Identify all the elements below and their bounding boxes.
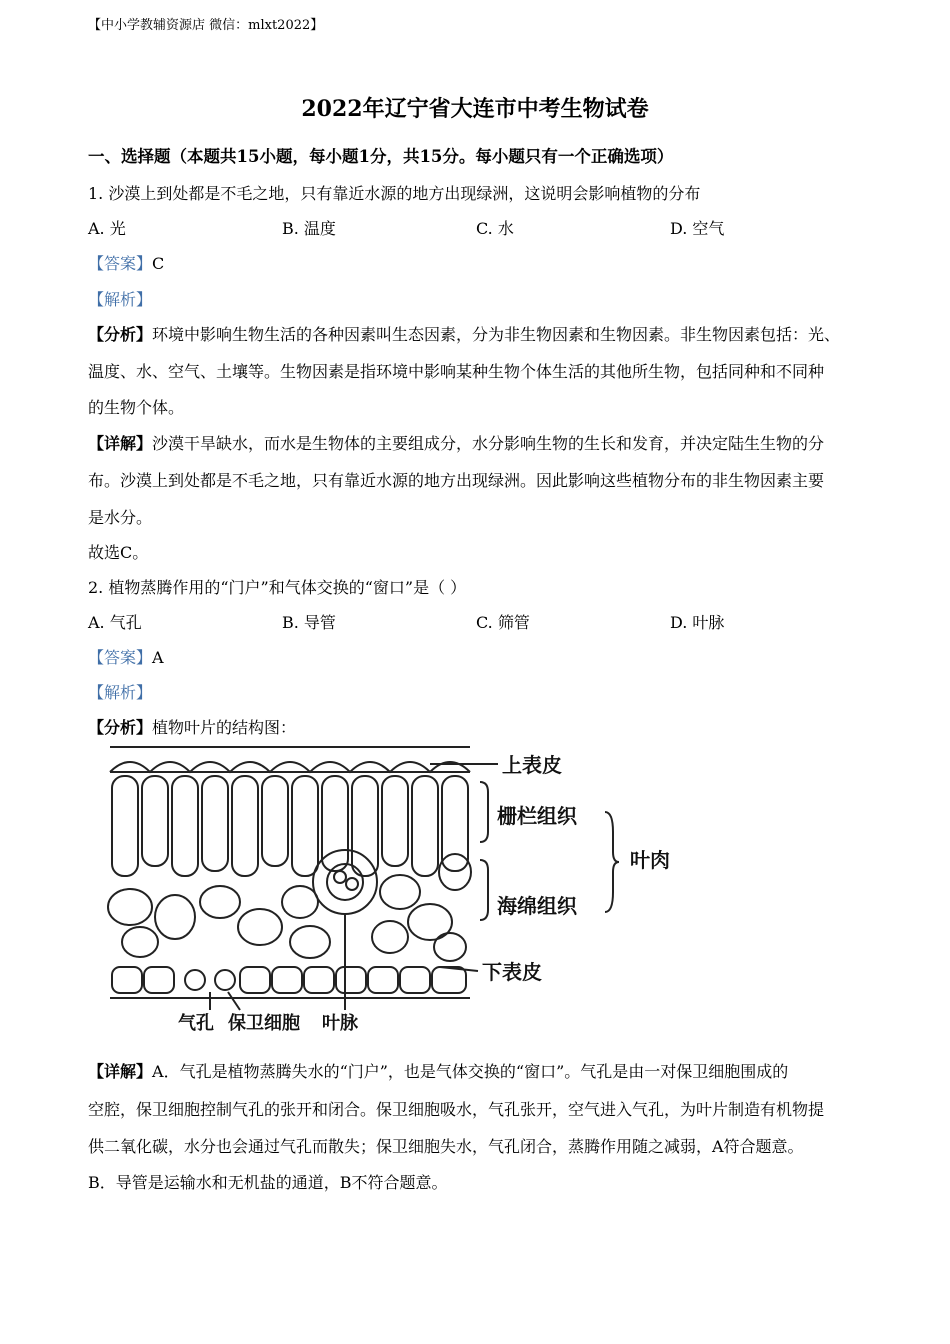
answer-value: A — [152, 648, 164, 667]
fenxi-text: 植物叶片的结构图： — [152, 718, 297, 737]
answer-tag: 【答案】 — [88, 254, 153, 273]
answer-tag: 【答案】 — [88, 648, 153, 667]
q2-option-b-explanation: B．导管是运输水和无机盐的通道，B不符合题意。 — [88, 1173, 448, 1192]
xiangjie-text: A．气孔是植物蒸腾失水的“门户”，也是气体交换的“窗口”。气孔是由一对保卫细胞围成的 — [152, 1062, 789, 1081]
label-mesophyll: 叶肉 — [630, 848, 670, 872]
q1-option-d: D. 空气 — [670, 219, 725, 238]
q2-option-d: D. 叶脉 — [670, 613, 725, 632]
fenxi-tag: 【分析】 — [88, 325, 153, 344]
fenxi-tag: 【分析】 — [88, 718, 153, 737]
label-upper-epidermis: 上表皮 — [502, 753, 562, 777]
q2-xiangjie-line-2: 空腔，保卫细胞控制气孔的张开和闭合。保卫细胞吸水，气孔张开，空气进入气孔，为叶片制造有机物提 — [88, 1100, 825, 1119]
page-title: 2022年辽宁省大连市中考生物试卷 — [301, 96, 649, 122]
label-stoma: 气孔 — [178, 1013, 214, 1034]
q1-fenxi-line-1 — [88, 325, 840, 345]
q2-fenxi-line — [88, 718, 296, 738]
q2-stem: 2. 植物蒸腾作用的“门户”和气体交换的“窗口”是（ ） — [88, 578, 467, 597]
q1-xiangjie-line-1 — [88, 434, 824, 454]
q2-option-b: B. 导管 — [282, 613, 336, 632]
q1-xiangjie-line-3: 是水分。 — [88, 508, 153, 527]
leaf-structure-diagram — [100, 742, 700, 1037]
q1-xiangjie-line-2: 布。沙漠上到处都是不毛之地，只有靠近水源的地方出现绿洲。因此影响这些植物分布的非生物因素主要 — [88, 471, 825, 490]
q1-answer — [88, 254, 164, 274]
page-header: 【中小学教辅资源店 微信：mlxt2022】 — [88, 18, 324, 33]
label-palisade: 栅栏组织 — [497, 804, 577, 828]
label-lower-epidermis: 下表皮 — [482, 960, 542, 984]
q1-analysis-tag: 【解析】 — [88, 290, 153, 309]
label-vein: 叶脉 — [322, 1013, 358, 1034]
q1-conclusion: 故选C。 — [88, 543, 149, 562]
section-heading: 一、选择题（本题共15小题，每小题1分，共15分。每小题只有一个正确选项） — [88, 147, 674, 166]
q2-answer — [88, 648, 164, 668]
xiangjie-tag: 【详解】 — [88, 434, 153, 453]
q2-xiangjie-line-1 — [88, 1062, 788, 1082]
q1-option-c: C. 水 — [476, 219, 514, 238]
xiangjie-text: 沙漠干旱缺水，而水是生物体的主要组成分，水分影响生物的生长和发育，并决定陆生生物的分 — [152, 434, 825, 453]
q1-fenxi-line-3: 的生物个体。 — [88, 398, 185, 417]
q2-analysis-tag: 【解析】 — [88, 683, 153, 702]
q1-stem: 1. 沙漠上到处都是不毛之地，只有靠近水源的地方出现绿洲，这说明会影响植物的分布 — [88, 184, 701, 203]
q2-xiangjie-line-3: 供二氧化碳，水分也会通过气孔而散失；保卫细胞失水，气孔闭合，蒸腾作用随之减弱，A符合题意。 — [88, 1137, 804, 1156]
fenxi-text: 环境中影响生物生活的各种因素叫生态因素，分为非生物因素和生物因素。非生物因素包括：光、 — [152, 325, 841, 344]
label-guard-cell: 保卫细胞 — [228, 1013, 300, 1034]
q1-fenxi-line-2: 温度、水、空气、土壤等。生物因素是指环境中影响某种生物个体生活的其他所生物，包括同种和不同种 — [88, 362, 825, 381]
q2-option-c: C. 筛管 — [476, 613, 530, 632]
q1-option-b: B. 温度 — [282, 219, 336, 238]
xiangjie-tag: 【详解】 — [88, 1062, 153, 1081]
answer-value: C — [152, 254, 165, 273]
q1-option-a: A. 光 — [88, 219, 126, 238]
label-spongy: 海绵组织 — [497, 894, 577, 918]
q2-option-a: A. 气孔 — [88, 613, 142, 632]
